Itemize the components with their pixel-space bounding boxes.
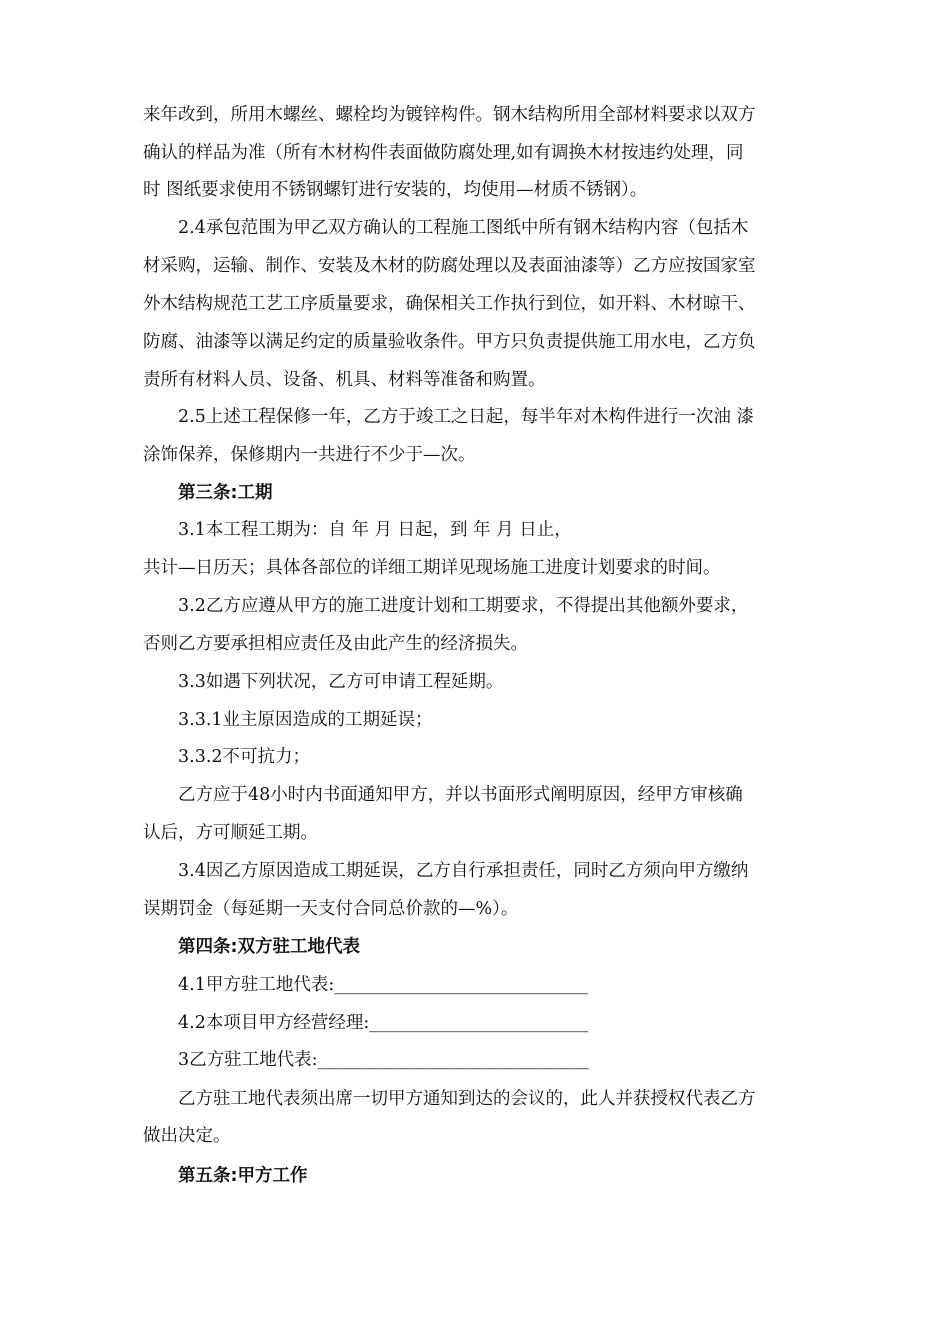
- text-line: 时 图纸要求使用不锈钢螺钉进行安装的，均使用—材质不锈钢）。: [143, 180, 648, 200]
- text-line: 责所有材料人员、设备、机具、材料等准备和购置。: [143, 370, 546, 390]
- representative-field: 4.1甲方驻工地代表:_____________________________: [178, 975, 588, 995]
- text-line: 共计—日历天；具体各部位的详细工期详见现场施工进度计划要求的时间。: [143, 558, 721, 578]
- text-line: 3.3.2不可抗力；: [178, 747, 311, 767]
- text-line: 3.1本工程工期为：自 年 月 日起，到 年 月 日止，: [178, 520, 572, 540]
- text-line: 材采购，运输、制作、安装及木材的防腐处理以及表面油漆等）乙方应按国家室: [143, 256, 756, 276]
- text-line: 2.4承包范围为甲乙双方确认的工程施工图纸中所有钢木结构内容（包括木: [178, 218, 749, 238]
- text-line: 3.3.1业主原因造成的工期延误；: [178, 710, 433, 730]
- text-line: 2.5上述工程保修一年，乙方于竣工之日起，每半年对木构件进行一次油 漆: [178, 407, 754, 427]
- section-heading: 第四条:双方驻工地代表: [178, 937, 360, 957]
- text-line: 误期罚金（每延期一天支付合同总价款的—%）。: [143, 899, 519, 919]
- section-heading: 第五条:甲方工作: [178, 1166, 308, 1186]
- text-line: 来年改到，所用木螺丝、螺栓均为镀锌构件。钢木结构所用全部材料要求以双方: [143, 105, 756, 125]
- text-line: 3.4因乙方原因造成工期延误，乙方自行承担责任，同时乙方须向甲方缴纳: [178, 861, 749, 881]
- text-line: 乙方应于48小时内书面通知甲方，并以书面形式阐明原因，经甲方审核确: [178, 785, 743, 805]
- representative-field: 4.2本项目甲方经营经理:_________________________: [178, 1013, 588, 1033]
- text-line: 防腐、油漆等以满足约定的质量验收条件。甲方只负责提供施工用水电，乙方负: [143, 332, 756, 352]
- text-line: 涂饰保养，保修期内一共进行不少于—次。: [143, 445, 476, 465]
- text-line: 做出决定。: [143, 1126, 231, 1146]
- text-line: 否则乙方要承担相应责任及由此产生的经济损失。: [143, 634, 528, 654]
- text-line: 确认的样品为准（所有木材构件表面做防腐处理,如有调换木材按违约处理，同: [143, 143, 744, 163]
- text-line: 3.3如遇下列状况，乙方可申请工程延期。: [178, 672, 504, 692]
- representative-field: 3乙方驻工地代表:_______________________________: [178, 1050, 589, 1070]
- text-line: 外木结构规范工艺工序质量要求，确保相关工作执行到位，如开料、木材晾干、: [143, 294, 756, 314]
- section-heading: 第三条:工期: [178, 483, 273, 503]
- text-line: 3.2乙方应遵从甲方的施工进度计划和工期要求，不得提出其他额外要求，: [178, 596, 749, 616]
- text-line: 认后，方可顺延工期。: [143, 823, 318, 843]
- text-line: 乙方驻工地代表须出席一切甲方通知到达的会议的，此人并获授权代表乙方: [178, 1089, 756, 1109]
